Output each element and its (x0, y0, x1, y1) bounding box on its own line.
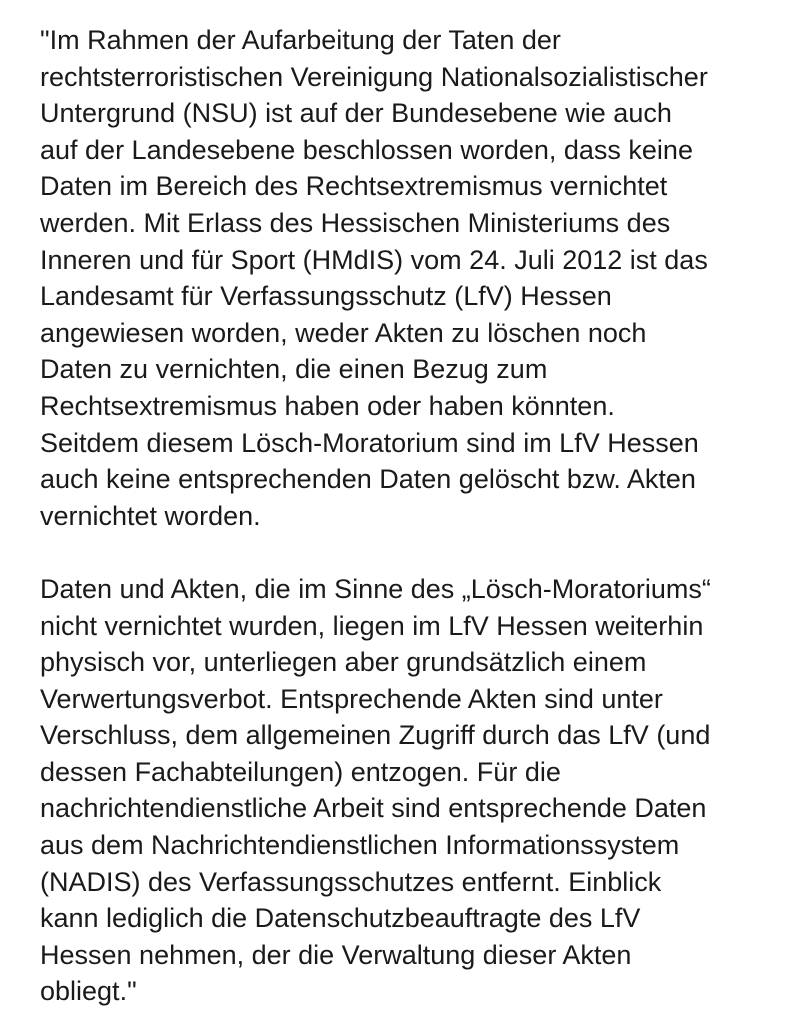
text-line: rechtsterroristischen Vereinigung Nationalsozialistischer (40, 61, 708, 92)
text-line: vernichtet worden. (40, 500, 261, 531)
paragraph-1 (40, 22, 790, 534)
text-line: obliegt." (40, 976, 137, 1007)
text-line: (NADIS) des Verfassungsschutzes entfernt. Einblick (40, 866, 662, 897)
text-line: Daten zu vernichten, die einen Bezug zum (40, 354, 548, 385)
text-line: Verwertungsverbot. Entsprechende Akten sind unter (40, 683, 663, 714)
text-line: Daten und Akten, die im Sinne des „Lösch-Moratoriums“ (40, 573, 711, 604)
paragraph-spacer (40, 534, 790, 571)
text-line: Daten im Bereich des Rechtsextremismus vernichtet (40, 171, 668, 202)
text-line: Rechtsextremismus haben oder haben könnten. (40, 390, 615, 421)
text-line: kann lediglich die Datenschutzbeauftragte des LfV (40, 903, 641, 934)
text-line: angewiesen worden, weder Akten zu löschen noch (40, 317, 647, 348)
text-line: "Im Rahmen der Aufarbeitung der Taten der (40, 25, 561, 55)
text-line: Landesamt für Verfassungsschutz (LfV) Hessen (40, 281, 612, 312)
text-line: werden. Mit Erlass des Hessischen Ministeriums des (40, 207, 671, 238)
text-line: Inneren und für Sport (HMdIS) vom 24. Juli 2012 ist das (40, 244, 708, 275)
text-line: Seitdem diesem Lösch-Moratorium sind im LfV Hessen (40, 427, 699, 458)
text-line: dessen Fachabteilungen) entzogen. Für die (40, 756, 561, 787)
text-line: Verschluss, dem allgemeinen Zugriff durch das LfV (und (40, 720, 711, 751)
text-line: auch keine entsprechenden Daten gelöscht bzw. Akten (40, 464, 696, 495)
text-line: Untergrund (NSU) ist auf der Bundesebene wie auch (40, 98, 672, 129)
text-line: aus dem Nachrichtendienstlichen Informationssystem (40, 830, 680, 861)
text-line: nicht vernichtet wurden, liegen im LfV Hessen weiterhin (40, 610, 704, 641)
text-line: Hessen nehmen, der die Verwaltung dieser Akten (40, 939, 632, 970)
text-line: physisch vor, unterliegen aber grundsätzlich einem (40, 647, 647, 678)
document-body (40, 22, 790, 1010)
paragraph-2 (40, 571, 790, 1010)
text-line: auf der Landesebene beschlossen worden, dass keine (40, 134, 693, 165)
text-line: nachrichtendienstliche Arbeit sind entsprechende Daten (40, 793, 707, 824)
